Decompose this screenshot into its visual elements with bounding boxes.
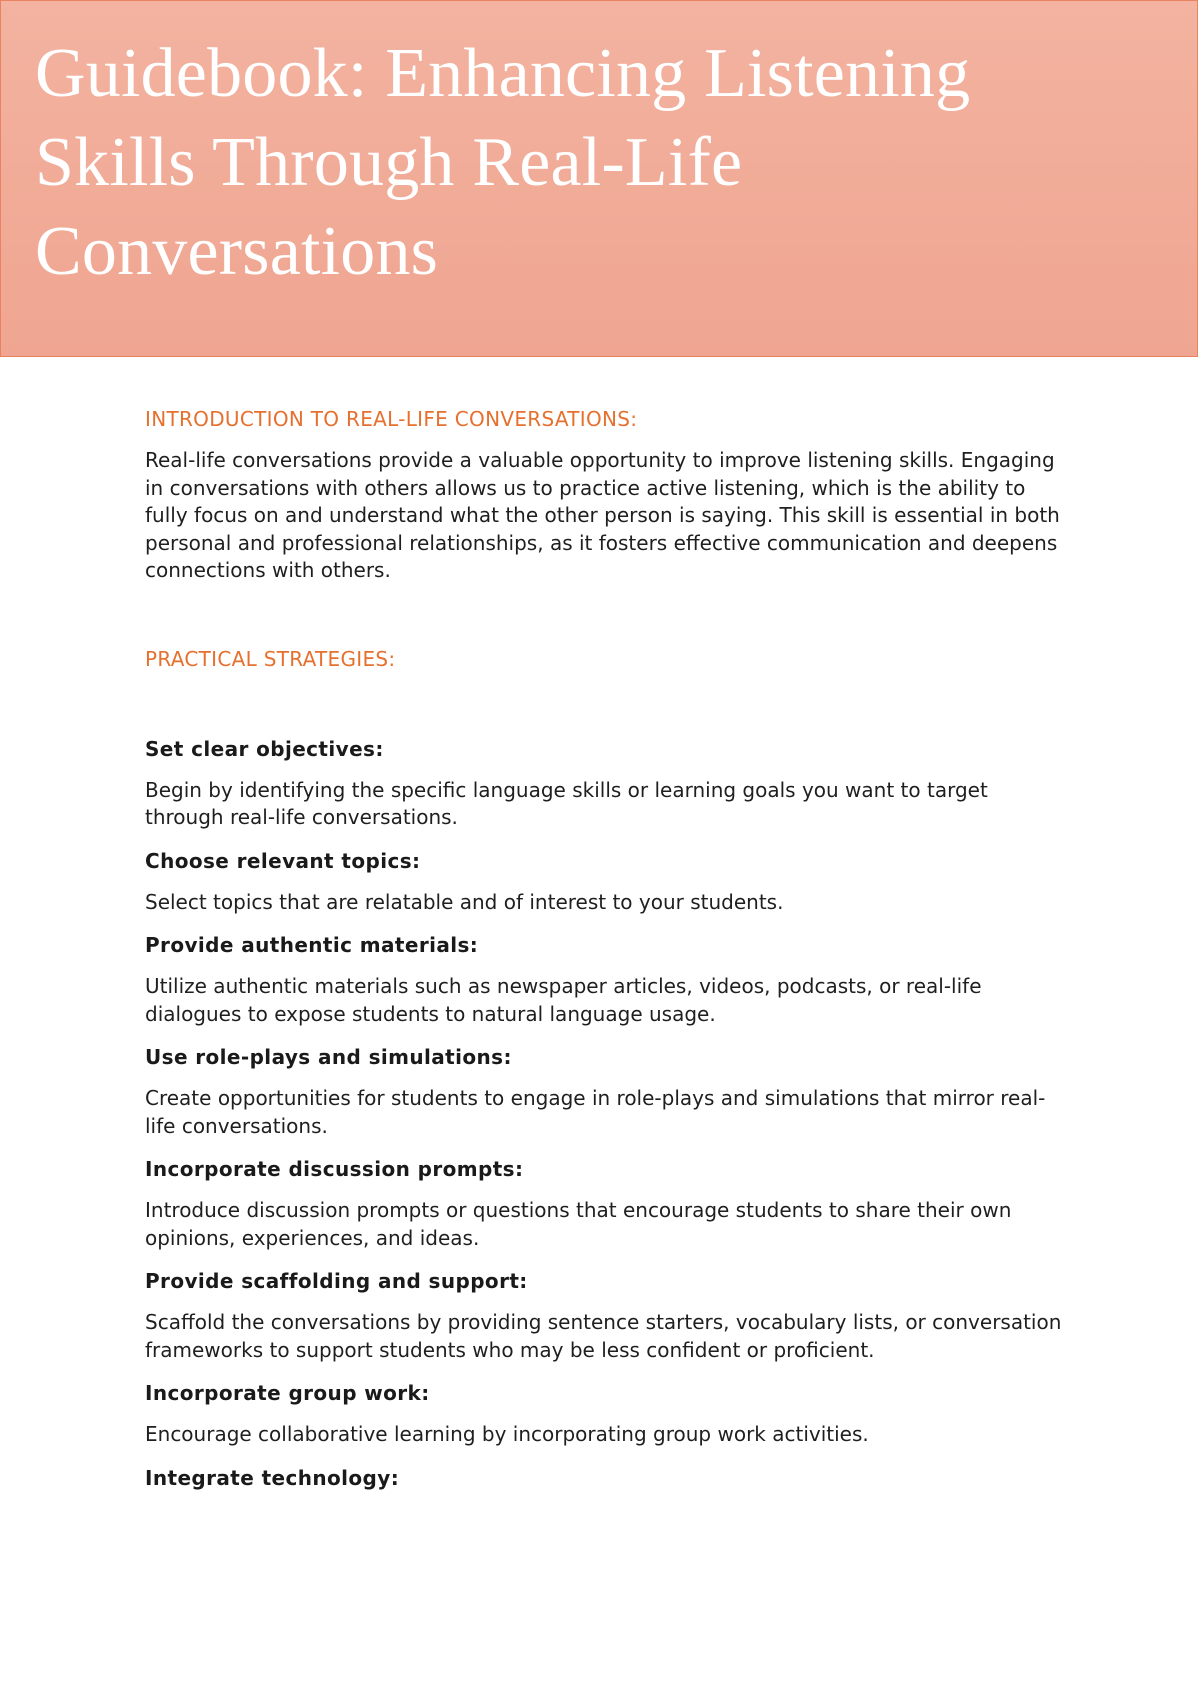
page-title: Guidebook: Enhancing Listening Skills Through Real-Life Conversations (35, 35, 971, 290)
strategies-heading: PRACTICAL STRATEGIES: (145, 646, 396, 671)
strategy-title: Set clear objectives: (145, 736, 384, 761)
introduction-section (145, 405, 1065, 585)
strategy-choose-relevant-topics (145, 847, 1065, 917)
title-banner (0, 0, 1198, 357)
strategy-title: Provide authentic materials: (145, 933, 479, 957)
document-content (145, 405, 1065, 1507)
strategy-title: Use role-plays and simulations: (145, 1045, 512, 1069)
strategy-incorporate-group-work (145, 1379, 1065, 1449)
strategy-incorporate-discussion-prompts (145, 1155, 1065, 1252)
strategies-section (145, 645, 1065, 1492)
strategy-title: Provide scaffolding and support: (145, 1269, 528, 1293)
strategy-provide-scaffolding (145, 1267, 1065, 1364)
strategy-description: Begin by identifying the specific language skills or learning goals you want to target through real-life conversations. (145, 777, 988, 829)
strategy-integrate-technology (145, 1464, 1065, 1492)
strategy-title: Choose relevant topics: (145, 848, 421, 873)
strategy-title: Incorporate discussion prompts: (145, 1157, 524, 1181)
strategy-description: Select topics that are relatable and of interest to your students. (145, 889, 784, 914)
strategy-title: Incorporate group work: (145, 1381, 430, 1405)
strategy-description: Create opportunities for students to engage in role-plays and simulations that mirror real-life conversations. (145, 1086, 1046, 1138)
strategy-use-role-plays (145, 1043, 1065, 1140)
introduction-paragraph: Real-life conversations provide a valuable opportunity to improve listening skills. Engaging in conversations with others allows us to practice active listening, which is the ability to fully focus on and understand what the other person is saying. This skill is essential in both personal and professional relationships, as it fosters effective communication and deepens connections with others. (145, 448, 1060, 582)
strategy-title: Integrate technology: (145, 1465, 400, 1490)
strategy-set-clear-objectives (145, 735, 1065, 832)
strategy-description: Utilize authentic materials such as newspaper articles, videos, podcasts, or real-life dialogues to expose students to natural language usage. (145, 974, 982, 1026)
strategy-description: Encourage collaborative learning by incorporating group work activities. (145, 1422, 869, 1446)
strategy-description: Scaffold the conversations by providing sentence starters, vocabulary lists, or conversation frameworks to support students who may be less confident or proficient. (145, 1310, 1062, 1362)
introduction-heading: INTRODUCTION TO REAL-LIFE CONVERSATIONS: (145, 407, 638, 431)
strategy-description: Introduce discussion prompts or questions that encourage students to share their own opinions, experiences, and ideas. (145, 1198, 1012, 1250)
strategy-provide-authentic-materials (145, 931, 1065, 1028)
